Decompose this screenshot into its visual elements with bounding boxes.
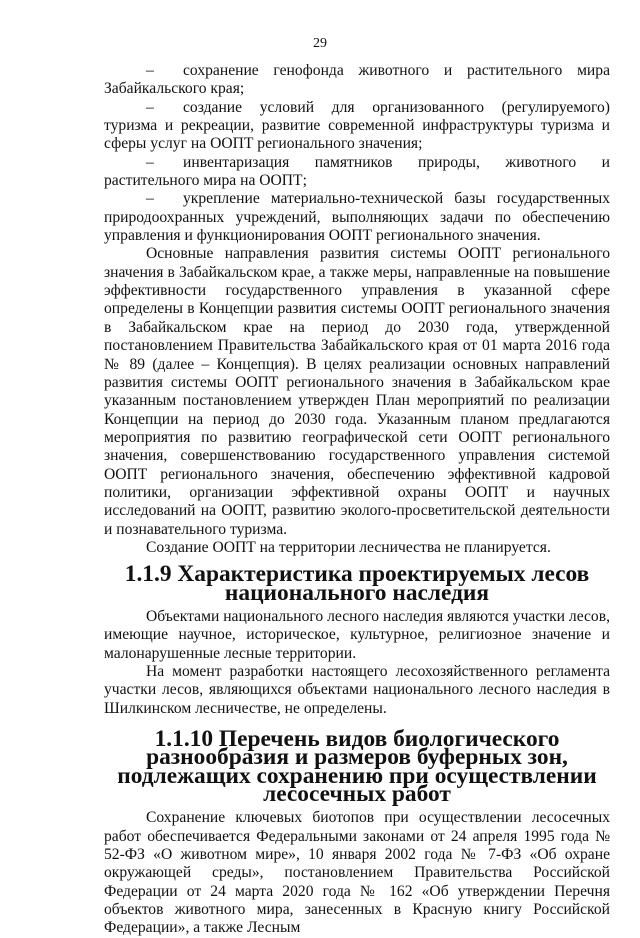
list-item (104, 154, 610, 191)
list-dash: – (146, 62, 154, 79)
paragraph-oopt-directions: Основные направления развития системы ООПТ регионального значения в Забайкальском крае, а также меры, направленные на повышение эффективности государственного управления в указанной сфере определены в Концепции развития системы ООПТ регионального значения в Забайкальском крае на период до 2030 года, утвержденной постановлением Правительства Забайкальского края от 01 марта 2016 года № 89 (далее – Концепция). В целях реализации основных направлений развития системы ООПТ регионального значения в Забайкальском крае указанным постановлением утвержден План мероприятий по реализации Концепции на период до 2030 года. Указанным планом предлагаются мероприятия по развитию географической сети ООПТ регионального значения, совершенствованию государственного управления системой ООПТ регионального значения, обеспечению эффективной кадровой политики, организации эффективной охраны ООПТ и научных исследований на ООПТ, развитию эколого-просветительской деятельности и познавательного туризма. (104, 245, 610, 538)
list-item (104, 62, 610, 99)
section-heading-1-1-9: 1.1.9 Характеристика проектируемых лесов национального наследия (124, 561, 590, 606)
list-dash: – (146, 190, 154, 208)
section-heading-1-1-10: 1.1.10 Перечень видов биологического разнообразия и размеров буферных зон, подлежащих сохранению при осуществлении лесосечных работ (117, 726, 597, 808)
page-number: 29 (313, 36, 327, 51)
list-item-text: сохранение генофонда животного и растительного мира Забайкальского края; (104, 62, 610, 98)
list-item (104, 99, 610, 154)
list-item-text: укрепление материально-технической базы государственных природоохранных учреждений, выполняющих задачи по обеспечению управления и функционирования ООПТ регионального значения. (104, 190, 610, 245)
page-content (104, 62, 610, 938)
list-item (104, 190, 610, 245)
paragraph-national-heritage: Объектами национального лесного наследия являются участки лесов, имеющие научное, историческое, культурное, религиозное значение и малонарушенные лесные территории. (104, 607, 610, 662)
list-dash: – (146, 98, 154, 116)
paragraph-oopt-creation: Создание ООПТ на территории лесничества не планируется. (146, 538, 551, 556)
list-item-text: создание условий для организованного (регулируемого) туризма и рекреации, развитие современной инфраструктуры туризма и сферы услуг на ООПТ регионального значения; (104, 98, 610, 153)
paragraph-heritage-status: На момент разработки настоящего лесохозяйственного регламента участки лесов, являющихся объектами национального лесного наследия в Шилкинском лесничестве, не определены. (104, 663, 610, 717)
paragraph-biotopes: Сохранение ключевых биотопов при осуществлении лесосечных работ обеспечивается Федеральными законами от 24 апреля 1995 года № 52-ФЗ «О животном мире», 10 января 2002 года № 7-ФЗ «Об охране окружающей среды», постановлением Правительства Российской Федерации от 24 марта 2020 года № 162 «Об утверждении Перечня объектов животного мира, занесенных в Красную книгу Российской Федерации», а также Лесным (104, 809, 610, 937)
list-dash: – (146, 153, 154, 171)
list-item-text: инвентаризация памятников природы, животного и растительного мира на ООПТ; (104, 153, 610, 190)
